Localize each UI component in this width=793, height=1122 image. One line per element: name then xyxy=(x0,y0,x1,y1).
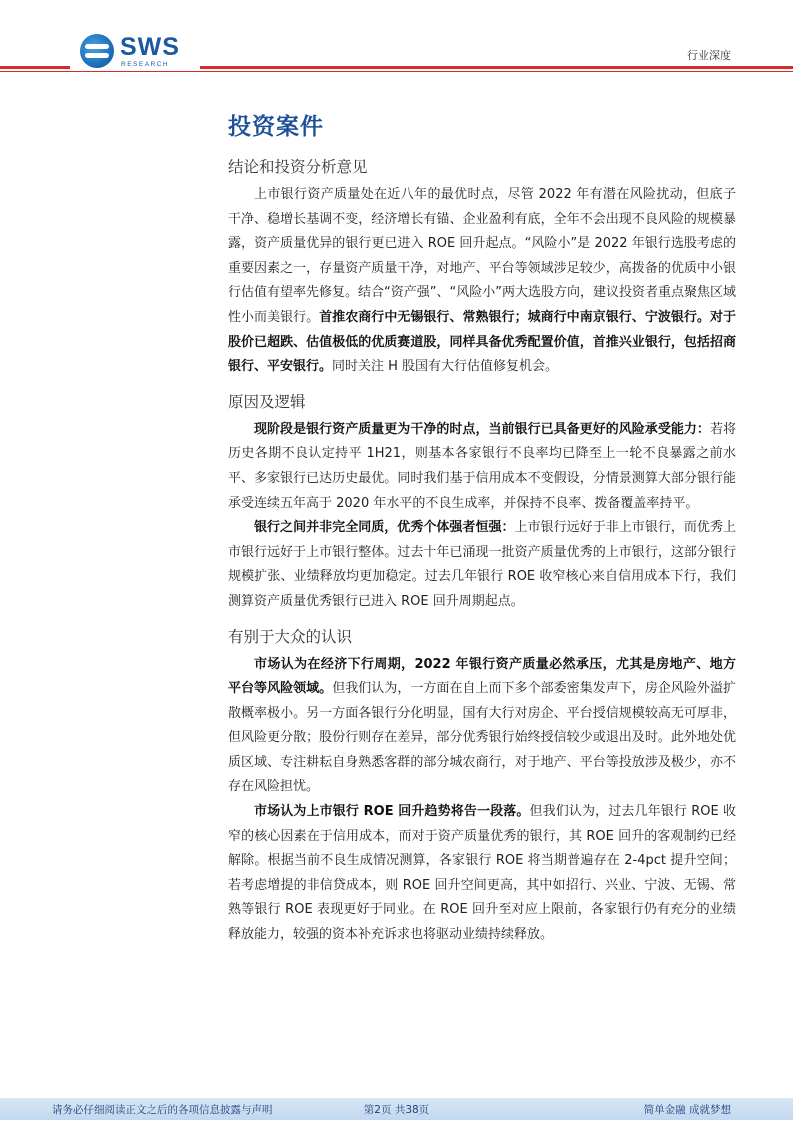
paragraph xyxy=(228,418,736,516)
paragraph xyxy=(228,516,736,614)
text-run: 同时关注 H 股国有大行估值修复机会。 xyxy=(332,359,559,375)
page-title: 投资案件 xyxy=(228,114,324,140)
section-heading: 有别于大众的认识 xyxy=(228,627,353,646)
footer-slogan: 简单金融 成就梦想 xyxy=(643,1104,731,1116)
logo-subtext: RESEARCH xyxy=(121,61,170,68)
logo-text: SWS xyxy=(120,33,180,61)
footer xyxy=(0,1098,793,1120)
text-run: 上市银行远好于非上市银行，而优秀上市银行远好于上市银行整体。过去十年已涌现一批资产质量优秀的上市银行，这部分银行规模扩张、业绩释放均更加稳定。过去几年银行 ROE 收窄核心来自信用成本下行，我们测算资产质量优秀银行已进入 ROE 回升周期起点。 xyxy=(228,520,736,609)
paragraph xyxy=(228,800,736,948)
bold-run: 市场认为在经济下行周期，2022 年银行资产质量必然承压，尤其是房地产、地方平台等风险领域。 xyxy=(228,656,736,697)
header-label: 行业深度 xyxy=(687,49,731,62)
section-heading: 结论和投资分析意见 xyxy=(228,158,368,176)
text-run: 但我们认为，一方面在自上而下多个部委密集发声下，房企风险外溢扩散概率极小。另一方面各银行分化明显，国有大行对房企、平台授信规模较高无可厚非，但风险更分散；股份行则存在差异，部分优秀银行始终授信较少或退出及时。此外地处优质区域、专注耕耘自身熟悉客群的部分城农商行，对于地产、平台等投放涉及极少，亦不存在风险担忧。 xyxy=(228,681,736,795)
section-conclusion xyxy=(228,155,736,380)
bold-run: 首推农商行中无锡银行、常熟银行；城商行中南京银行、宁波银行。对于股价已超跌、估值极低的优质赛道股，同样具备优秀配置价值，首推兴业银行，包括招商银行、平安银行。 xyxy=(228,309,736,375)
paragraph xyxy=(228,653,736,801)
sws-logo xyxy=(80,32,190,72)
page-content xyxy=(228,108,736,948)
section-heading: 原因及逻辑 xyxy=(228,392,306,411)
header-rule-thin xyxy=(0,71,793,72)
section-differentiated-view xyxy=(228,625,736,948)
paragraph xyxy=(228,183,736,380)
footer-disclaimer: 请务必仔细阅读正文之后的各项信息披露与声明 xyxy=(52,1104,273,1116)
page-number: 第2页 共38页 xyxy=(363,1104,430,1116)
text-run: 但我们认为，过去几年银行 ROE 收窄的核心因素在于信用成本，而对于资产质量优秀的银行，其 ROE 回升的客观制约已经解除。根据当前不良生成情况测算，各家银行 ROE 将当期普遍存在 2-4pct 提升空间；若考虑增提的非信贷成本，则 ROE 回升空间更高，其中如招行、兴业、宁波、无锡、常熟等银行 ROE 表现更好于同业。在 ROE 回升至对应上限前，各家银行仍有充分的业绩释放能力，较强的资本补充诉求也将驱动业绩持续释放。 xyxy=(228,804,736,943)
text-run: 若将历史各期不良认定持平 1H21，则基本各家银行不良率均已降至上一轮不良暴露之前水平、多家银行已达历史最优。同时我们基于信用成本不变假设，分情景测算大部分银行能承受连续五年高于 2020 年水平的不良生成率，并保持不良率、拨备覆盖率持平。 xyxy=(228,421,736,511)
section-reasons xyxy=(228,390,736,615)
header-rule-left xyxy=(0,66,70,69)
bold-run: 银行之间并非完全同质，优秀个体强者恒强： xyxy=(254,520,515,536)
bold-run: 现阶段是银行资产质量更为干净的时点，当前银行已具备更好的风险承受能力： xyxy=(254,421,710,437)
bold-run: 市场认为上市银行 ROE 回升趋势将告一段落。 xyxy=(254,804,530,820)
header-rule-right xyxy=(200,66,793,69)
text-run: 上市银行资产质量处在近八年的最优时点，尽管 2022 年有潜在风险扰动，但底子干净、稳增长基调不变，经济增长有锚、企业盈利有底，全年不会出现不良风险的规模暴露，资产质量优异的银行更已进入 ROE 回升起点。“风险小”是 2022 年银行选股考虑的重要因素之一，存量资产质量干净，对地产、平台等领域涉足较少，高拨备的优质中小银行估值有望率先修复。结合“资产强”、“风险小”两大选股方向，建议投资者重点聚焦区域性小而美银行。 xyxy=(228,187,736,325)
sws-logo-icon xyxy=(80,34,114,68)
